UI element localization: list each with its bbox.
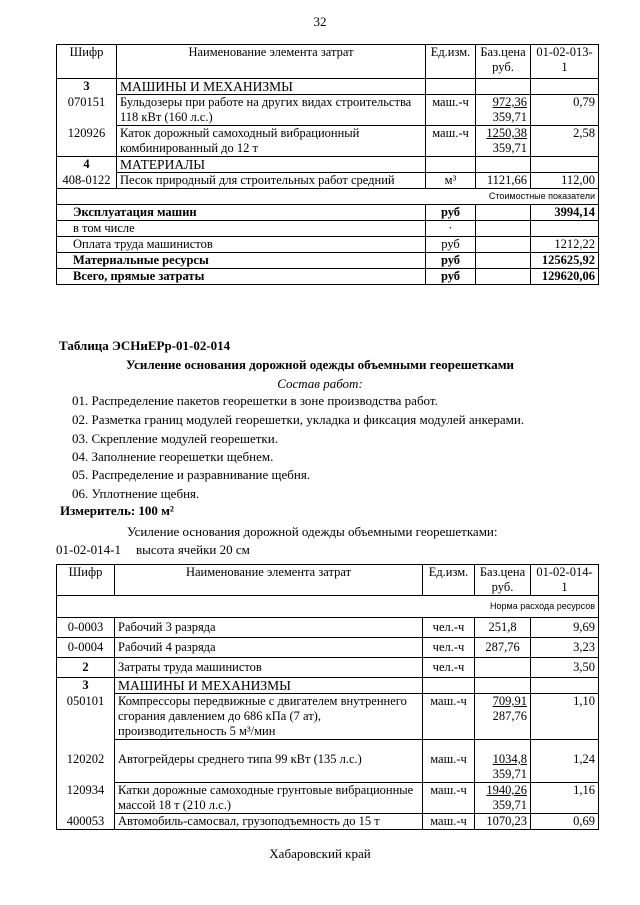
work-item: 05. Распределение и разравнивание щебня. [72, 467, 311, 482]
table-row: 408-0122 Песок природный для строительных работ средний м³ 1121,66 112,00 [57, 173, 599, 189]
col-rate: 01-02-014-1 [531, 565, 599, 596]
section-title: Усиление основания дорожной одежды объемными георешетками [125, 357, 515, 372]
cost-note-row: Стоимостные показатели [57, 189, 599, 205]
table-row: 120926 Каток дорожный самоходный вибрационный комбинированный до 12 т маш.-ч 1250,38 359,71 2,58 [57, 126, 599, 157]
col-rate: 01-02-013-1 [531, 45, 599, 79]
col-name: Наименование элемента затрат [117, 45, 426, 79]
page-number: 32 [313, 14, 327, 29]
work-item: 02. Разметка границ модулей георешетки, укладка и фиксация модулей анкерами. [72, 412, 525, 427]
table-row: 070151 Бульдозеры при работе на других видах строительства 118 кВт (160 л.с.) маш.-ч 972,36 359,71 0,79 [57, 95, 599, 126]
table-row: 050101 Компрессоры передвижные с двигателем внутреннего сгорания давлением до 686 кПа (7 ат), производительность 5 м³/мин маш.-ч 709,91 287,76 1,10 [57, 694, 599, 740]
work-item: 06. Уплотнение щебня. [72, 486, 200, 501]
col-code: Шифр [57, 565, 115, 596]
col-price: Баз.цена руб. [475, 565, 531, 596]
summary-row: Оплата труда машинистов руб 1212,22 [57, 237, 599, 253]
table-row: 120202 Автогрейдеры среднего типа 99 кВт (135 л.с.) маш.-ч 1034,8 359,71 1,24 [57, 740, 599, 783]
section-row: 3 МАШИНЫ И МЕХАНИЗМЫ [57, 79, 599, 95]
col-name: Наименование элемента затрат [115, 565, 423, 596]
section-row: 4 МАТЕРИАЛЫ [57, 157, 599, 173]
footer-region: Хабаровский край [269, 846, 371, 861]
table-row: 400053 Автомобиль-самосвал, грузоподъемность до 15 т маш.-ч 1070,23 0,69 [57, 814, 599, 830]
table-row: 120934 Катки дорожные самоходные грунтовые вибрационные массой 18 т (210 л.с.) маш.-ч 1940,26 359,71 1,16 [57, 783, 599, 814]
col-code: Шифр [57, 45, 117, 79]
table-row: 2 Затраты труда машинистов чел.-ч 3,50 [57, 658, 599, 678]
work-item: 01. Распределение пакетов георешетки в зоне производства работ. [72, 393, 438, 408]
meter: Измеритель: 100 м² [60, 503, 174, 518]
col-price: Баз.цена руб. [476, 45, 531, 79]
works-title: Состав работ: [277, 376, 363, 391]
resource-table-1 [56, 44, 599, 285]
description: Усиление основания дорожной одежды объемными георешетками: [127, 524, 498, 539]
work-item: 03. Скрепление модулей георешетки. [72, 431, 278, 446]
summary-row: в том числе · [57, 221, 599, 237]
table-header [57, 45, 599, 79]
work-item: 04. Заполнение георешетки щебнем. [72, 449, 274, 464]
table-row: 0-0004 Рабочий 4 разряда чел.-ч 287,76 3,23 [57, 638, 599, 658]
summary-row: Материальные ресурсы руб 125625,92 [57, 253, 599, 269]
rate-code: 01-02-014-1 [56, 542, 121, 557]
rate-code-desc: высота ячейки 20 см [136, 542, 250, 557]
norm-note-row: Норма расхода ресурсов [57, 596, 599, 618]
table-row: 0-0003 Рабочий 3 разряда чел.-ч 251,8 9,69 [57, 618, 599, 638]
col-unit: Ед.изм. [426, 45, 476, 79]
summary-row: Всего, прямые затраты руб 129620,06 [57, 269, 599, 285]
table-header [57, 565, 599, 596]
summary-row: Эксплуатация машин руб 3994,14 [57, 205, 599, 221]
col-unit: Ед.изм. [423, 565, 475, 596]
section-row: 3 МАШИНЫ И МЕХАНИЗМЫ [57, 678, 599, 694]
table-label: Таблица ЭСНиЕРр-01-02-014 [59, 338, 231, 353]
resource-table-2 [56, 564, 599, 830]
